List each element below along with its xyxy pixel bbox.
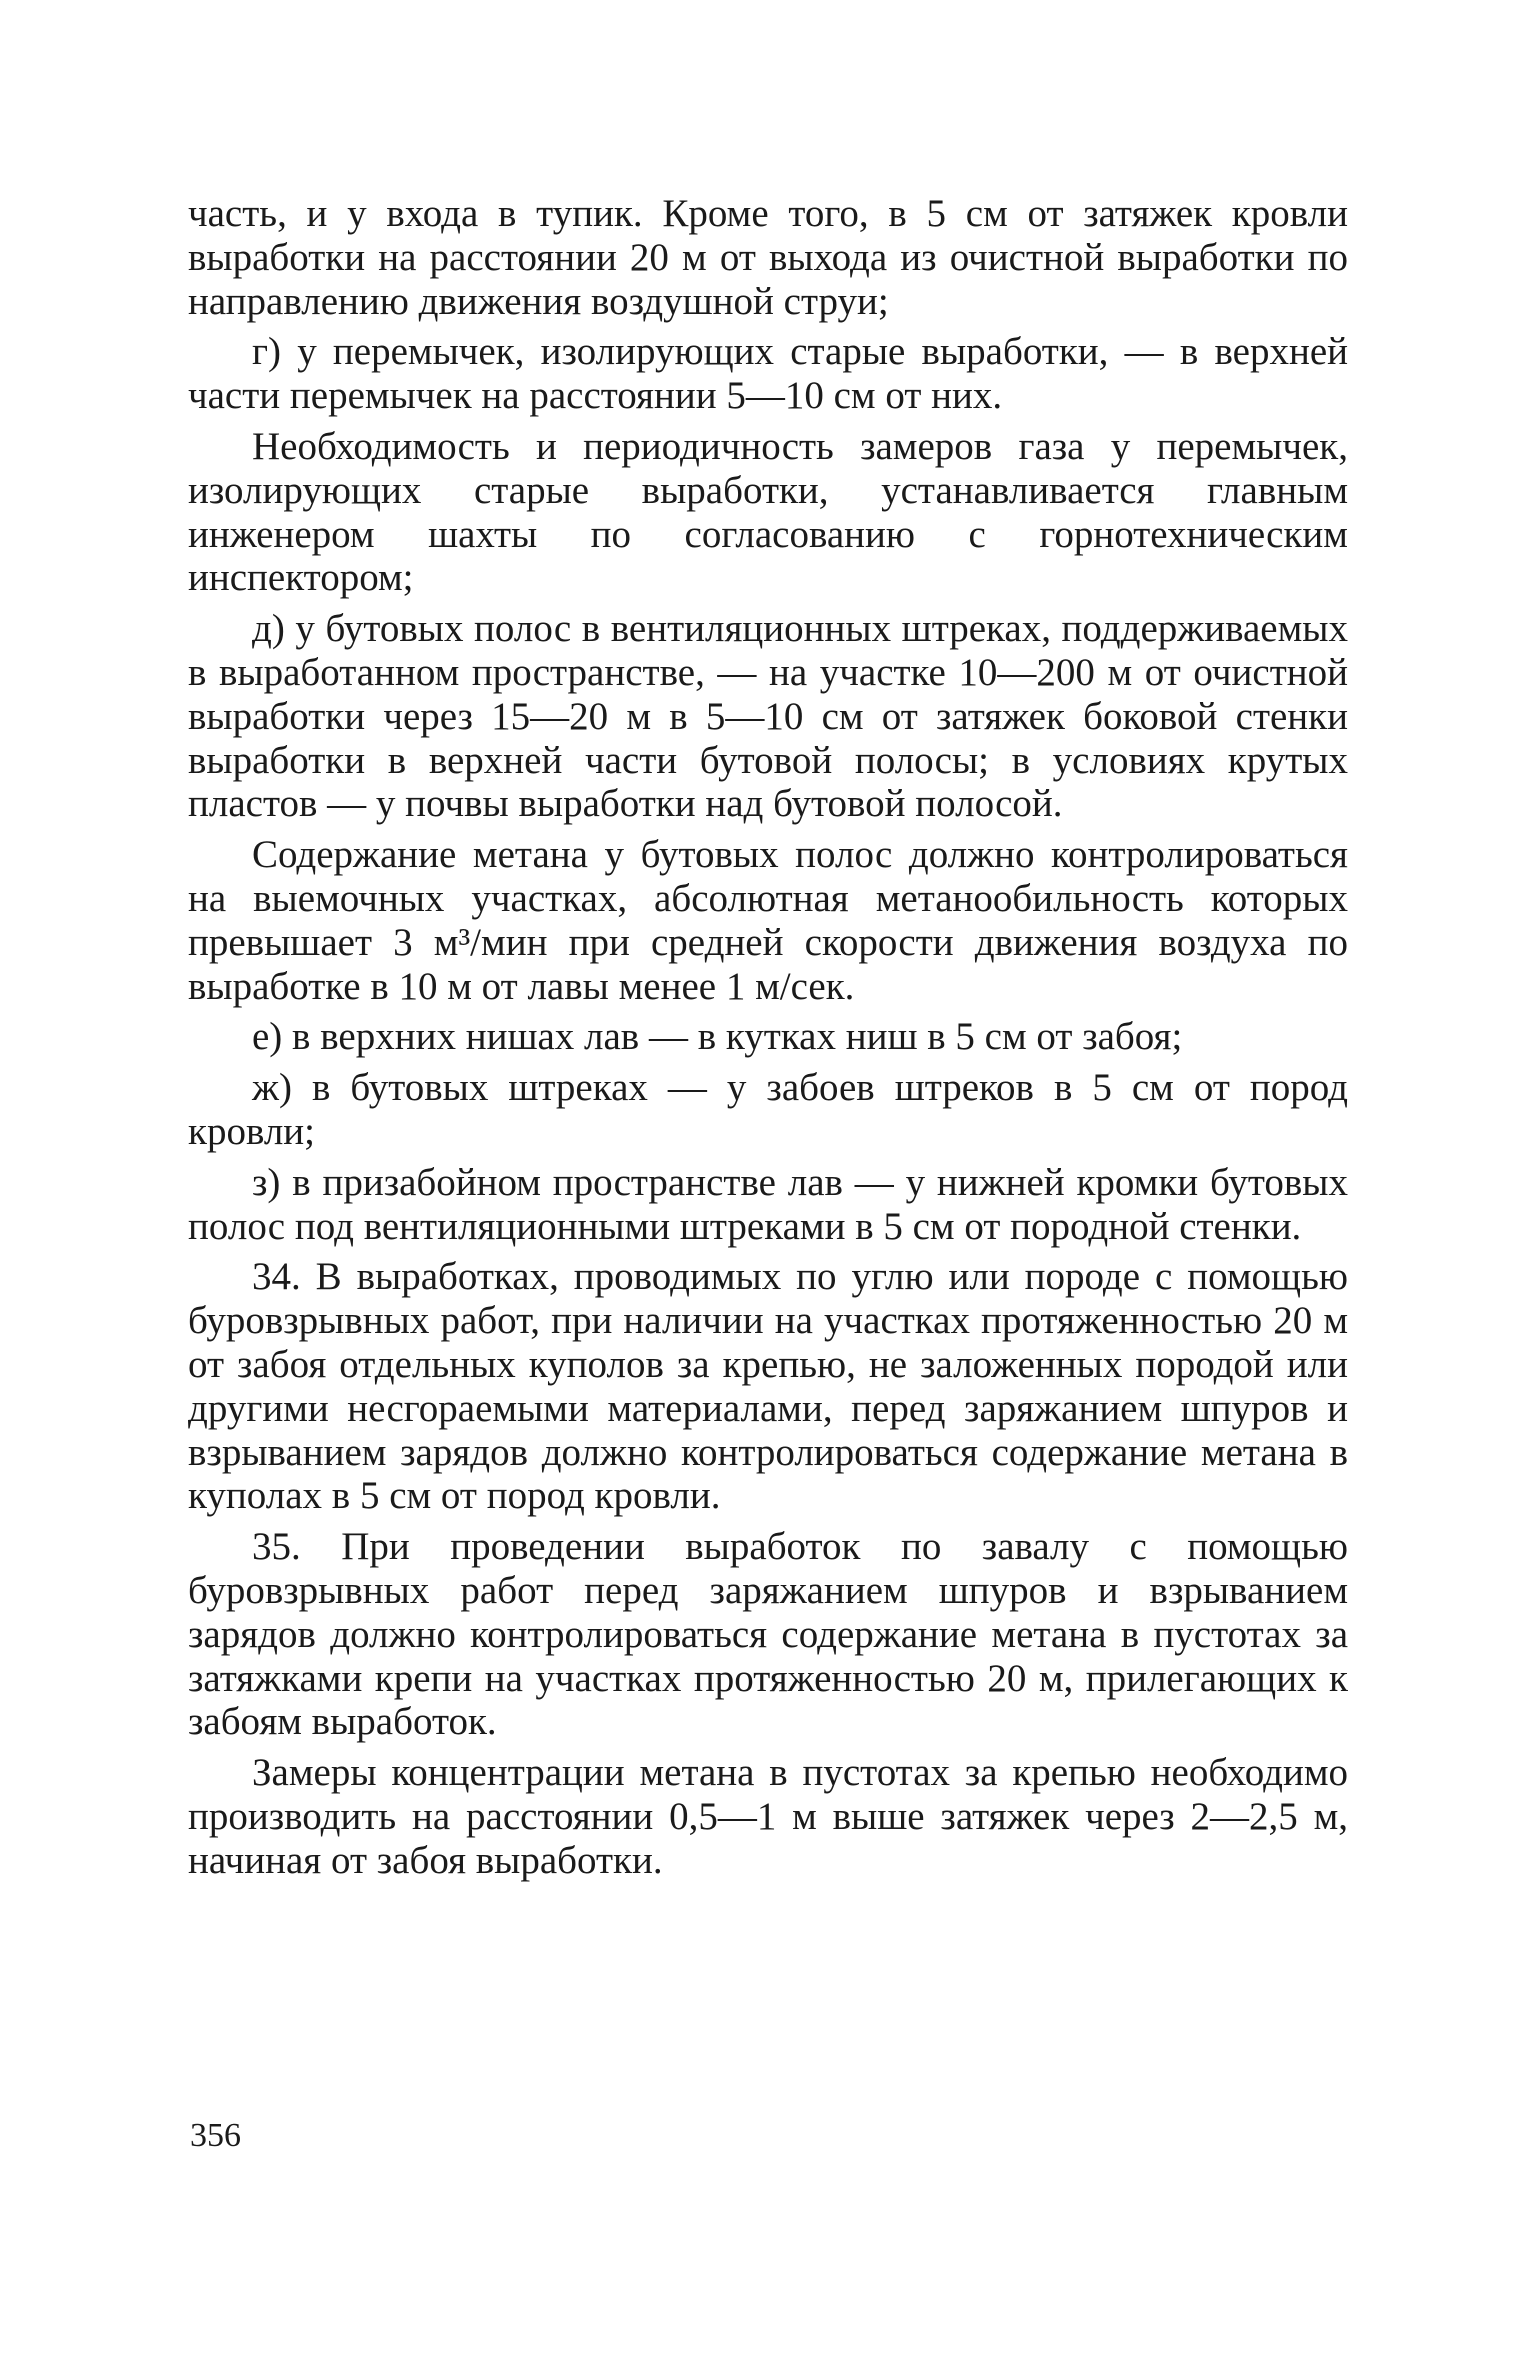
paragraph-section-35: 35. При проведении выработок по завалу с помощью буровзрывных работ перед заряжанием шпуров и взрыванием зарядов должно контролироваться содержание метана в пустотах за затяжками крепи на участках протяженностью 20 м, прилегающих к забоям выработок. [188, 1525, 1348, 1744]
paragraph-item-e: е) в верхних нишах лав — в кутках ниш в 5 см от забоя; [252, 1015, 1183, 1059]
paragraph-gas-measurement-note: Необходимость и периодичность замеров газа у перемычек, изолирующих старые выработки, устанавливается главным инженером шахты по согласованию с горнотехническим инспектором; [188, 424, 1348, 600]
paragraph-measurement-instructions: Замеры концентрации метана в пустотах за крепью необходимо производить на расстоянии 0,5—1 м выше затяжек через 2—2,5 м, начиная от забоя выработки. [188, 1751, 1348, 1882]
page-number: 356 [190, 2117, 241, 2154]
page-body [188, 192, 1348, 1889]
paragraph-item-zh: ж) в бутовых штреках — у забоев штреков в 5 см от пород кровли; [188, 1066, 1348, 1153]
paragraph-item-d: д) у бутовых полос в вентиляционных штреках, поддерживаемых в выработанном пространстве, — на участке 10—200 м от очистной выработки через 15—20 м в 5—10 см от затяжек боковой стенки выработки в верхней части бутовой полосы; в условиях крутых пластов — у почвы выработки над бутовой полосой. [188, 607, 1348, 826]
paragraph-continuation: часть, и у входа в тупик. Кроме того, в 5 см от затяжек кровли выработки на расстоянии 20 м от выхода из очистной выработки по направлению движения воздушной струи; [188, 192, 1348, 323]
paragraph-methane-content-note: Содержание метана у бутовых полос должно контролироваться на выемочных участках, абсолютная метанообильность которых превышает 3 м³/мин при средней скорости движения воздуха по выработке в 10 м от лавы менее 1 м/сек. [188, 833, 1348, 1008]
paragraph-section-34: 34. В выработках, проводимых по углю или породе с помощью буровзрывных работ, при наличии на участках протяженностью 20 м от забоя отдельных куполов за крепью, не заложенных породой или другими несгораемыми материалами, перед заряжанием шпуров и взрыванием зарядов должно контролироваться содержание метана в куполах в 5 см от пород кровли. [188, 1255, 1348, 1518]
paragraph-item-g: г) у перемычек, изолирующих старые выработки, — в верхней части перемычек на расстоянии 5—10 см от них. [188, 330, 1348, 418]
paragraph-item-z: з) в призабойном пространстве лав — у нижней кромки бутовых полос под вентиляционными штреками в 5 см от породной стенки. [188, 1160, 1348, 1248]
